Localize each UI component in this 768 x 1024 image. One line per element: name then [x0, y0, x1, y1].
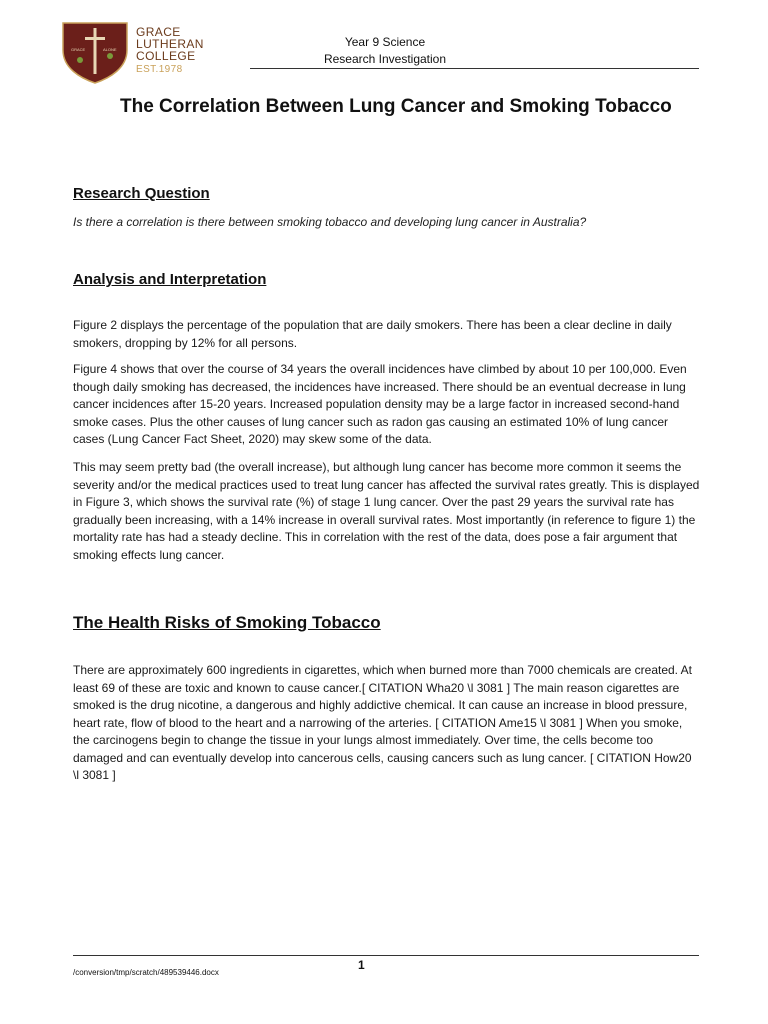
logo-established: EST.1978 — [136, 64, 183, 75]
analysis-paragraph-3: This may seem pretty bad (the overall increase), but although lung cancer has become more common it seems the severity and/or the medical practices used to treat lung cancer has affected the survival rates greatly. This is displayed in Figure 3, which shows the survival rate (%) of stage 1 lung cancer. Over the past 29 years the survival rate has gradually been increasing, with a 14% increase in overall survival rates. Most importantly (in reference to figure 1) the mortality rate has had a steady decline. This in correlation with the rest of the data, does pose a fair argument that smoking effects lung cancer. — [73, 460, 700, 562]
research-question-text: Is there a correlation is there between smoking tobacco and developing lung cancer in Australia? — [73, 215, 587, 229]
header-divider — [250, 68, 699, 69]
logo-line-1: GRACE — [136, 25, 181, 39]
analysis-heading: Analysis and Interpretation — [73, 271, 267, 288]
logo-line-3: COLLEGE — [136, 49, 196, 63]
college-logo — [60, 20, 210, 84]
page-number: 1 — [358, 958, 365, 972]
analysis-paragraph-1: Figure 2 displays the percentage of the population that are daily smokers. There has been a clear decline in daily smokers, dropping by 12% for all persons. — [73, 318, 672, 350]
course-name: Year 9 Science — [344, 35, 426, 49]
health-risks-heading: The Health Risks of Smoking Tobacco — [73, 613, 381, 632]
research-question-heading: Research Question — [73, 185, 210, 202]
footer-file-path: /conversion/tmp/scratch/489539446.docx — [73, 968, 219, 977]
crest-word-left: GRACE — [71, 47, 86, 52]
header-info — [250, 34, 520, 68]
logo-wordmark — [136, 26, 216, 75]
document-title: The Correlation Between Lung Cancer and Smoking Tobacco — [120, 96, 672, 117]
task-name: Research Investigation — [323, 52, 447, 66]
footer-divider — [73, 955, 699, 956]
crest-word-right: ALONE — [103, 47, 117, 52]
logo-line-2: LUTHERAN — [136, 37, 204, 51]
health-risks-paragraph: There are approximately 600 ingredients in cigarettes, which when burned more than 7000 chemicals are created. At least 69 of these are toxic and known to cause cancer.[ CITATION Wha20 \l 3081 ] The main reason cigarettes are smoked is the drug nicotine, a dangerous and highly addictive chemical. It can cause an increase in blood pressure, heart rate, flow of blood to the heart and a narrowing of the arteries. [ CITATION Ame15 \l 3081 ] When you smoke, the carcinogens begin to change the tissue in your lungs almost immediately. Over time, the cells become too damaged and can eventually develop into cancerous cells, causing cancers such as lung cancer. [ CITATION How20 \l 3081 ] — [73, 663, 693, 782]
analysis-paragraph-2: Figure 4 shows that over the course of 34 years the overall incidences have climbed by about 10 per 100,000. Even though daily smoking has decreased, the incidences have increased. There should be an eventual decrease in lung cancer incidences after 15-20 years. Increased population density may be a large factor in increased second-hand smoke cases. Plus the other causes of lung cancer such as radon gas causing an estimated 10% of lung cancer cases (Lung Cancer Fact Sheet, 2020) may skew some of the data. — [73, 362, 687, 446]
crest-icon — [60, 20, 130, 84]
